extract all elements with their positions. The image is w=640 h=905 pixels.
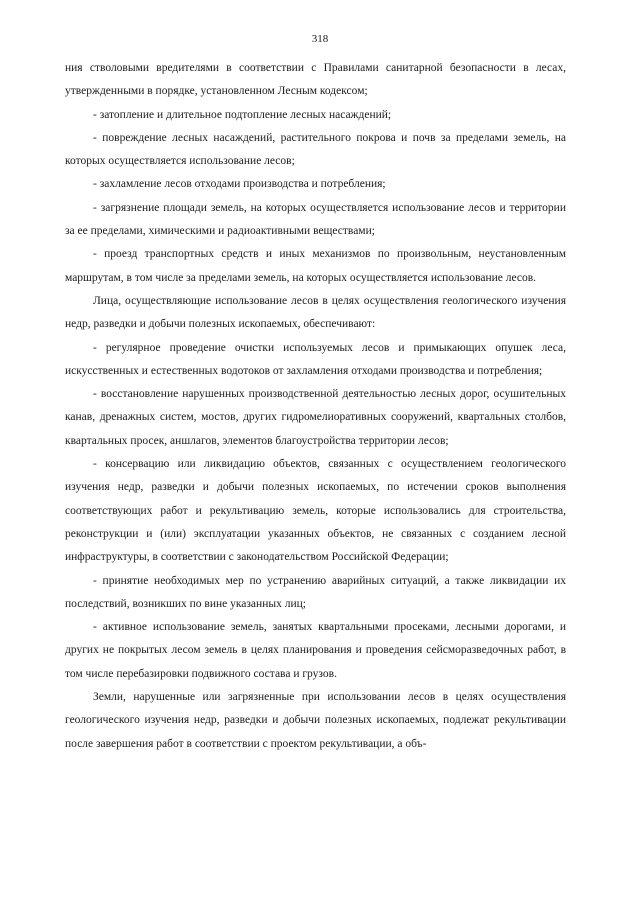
list-item: - консервацию или ликвидацию объектов, связанных с осуществлением геологического изучения недр, разведки и добычи полезных ископаемых, по истечении сроков выполнения соответствующих работ и рекультивацию земель, которые использовались для строительства, реконструкции и (или) эксплуатации указанных объектов, не связанных с созданием лесной инфраструктуры, в соответствии с законодательством Российской Федерации; (65, 458, 566, 564)
list-item: - проезд транспортных средств и иных механизмов по произвольным, неустановленным маршрутам, в том числе за пределами земель, на которых осуществляется использование лесов. (65, 248, 566, 284)
paragraph: ния стволовыми вредителями в соответствии с Правилами санитарной безопасности в лесах, утвержденными в порядке, установленном Лесным кодексом; (65, 62, 566, 98)
list-item: - регулярное проведение очистки используемых лесов и примыкающих опушек леса, искусственных и естественных водотоков от захламления отходами производства и потребления; (65, 341, 566, 377)
page-number: 318 (311, 33, 329, 45)
paragraph: Земли, нарушенные или загрязненные при использовании лесов в целях осуществления геологического изучения недр, разведки и добычи полезных ископаемых, подлежат рекультивации после завершения работ в соответствии с проектом рекультивации, а объ- (65, 691, 566, 750)
list-item: - восстановление нарушенных производственной деятельностью лесных дорог, осушительных канав, дренажных систем, мостов, других гидромелиоративных сооружений, квартальных столбов, квартальных просек, аншлагов, элементов благоустройства территории лесов; (65, 388, 566, 447)
list-item: - загрязнение площади земель, на которых осуществляется использование лесов и территории за ее пределами, химическими и радиоактивными веществами; (65, 201, 566, 238)
list-item: - активное использование земель, занятых квартальными просеками, лесными дорогами, и других не покрытых лесом земель в целях планирования и проведения сейсморазведочных работ, в том числе перебазировки подвижного состава и грузов. (65, 621, 566, 680)
document-body (65, 57, 566, 756)
paragraph: Лица, осуществляющие использование лесов в целях осуществления геологического изучения недр, разведки и добычи полезных ископаемых, обеспечивают: (65, 294, 566, 331)
list-item: - захламление лесов отходами производства и потребления; (93, 178, 386, 191)
list-item: - принятие необходимых мер по устранению аварийных ситуаций, а также ликвидации их последствий, возникших по вине указанных лиц; (65, 574, 566, 610)
list-item: - повреждение лесных насаждений, растительного покрова и почв за пределами земель, на которых осуществляется использование лесов; (65, 131, 566, 168)
list-item: - затопление и длительное подтопление лесных насаждений; (93, 108, 392, 121)
